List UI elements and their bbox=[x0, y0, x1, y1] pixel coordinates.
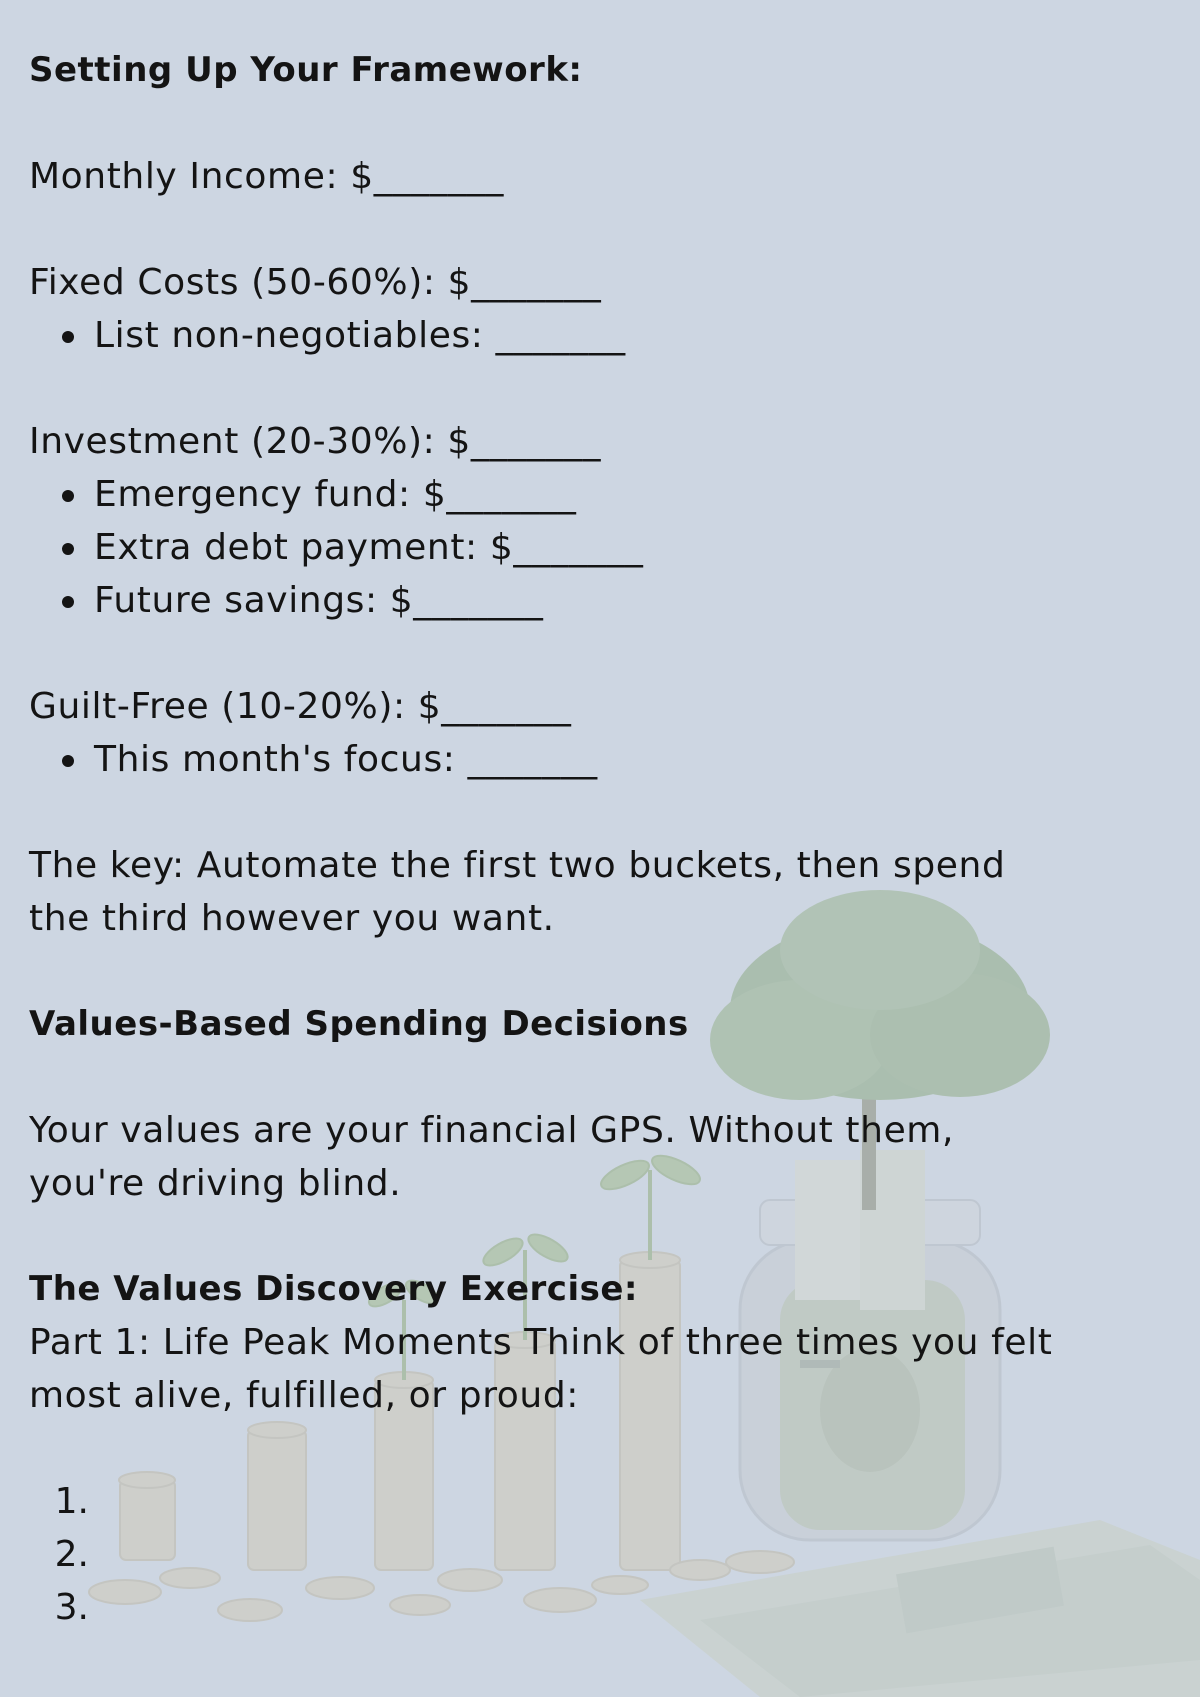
investment-line: Investment (20-30%): $_______ bbox=[29, 421, 602, 462]
list-number: 1. bbox=[54, 1481, 89, 1522]
exercise-heading: The Values Discovery Exercise: bbox=[29, 1269, 638, 1309]
exercise-text-line-2: most alive, fulfilled, or proud: bbox=[29, 1375, 580, 1416]
list-item: List non-negotiables: _______ bbox=[29, 309, 1179, 362]
fixed-costs-list bbox=[29, 309, 1179, 362]
list-item bbox=[29, 1528, 1179, 1581]
list-item: Future savings: $_______ bbox=[29, 574, 1179, 627]
list-item: Emergency fund: $_______ bbox=[29, 468, 1179, 521]
framework-heading: Setting Up Your Framework: bbox=[29, 50, 583, 90]
peak-moments-list bbox=[29, 1475, 1179, 1634]
list-item: Extra debt payment: $_______ bbox=[29, 521, 1179, 574]
list-item bbox=[29, 1581, 1179, 1634]
exercise-text-line-1: Part 1: Life Peak Moments Think of three times you felt bbox=[29, 1322, 1053, 1363]
investment-list bbox=[29, 468, 1179, 627]
monthly-income-line: Monthly Income: $_______ bbox=[29, 156, 504, 197]
list-item bbox=[29, 1475, 1179, 1528]
key-text-line-1: The key: Automate the first two buckets, then spend bbox=[29, 845, 1006, 886]
values-text-line-1: Your values are your financial GPS. Without them, bbox=[29, 1110, 955, 1151]
guilt-free-line: Guilt-Free (10-20%): $_______ bbox=[29, 686, 572, 727]
key-text-line-2: the third however you want. bbox=[29, 898, 555, 939]
values-heading: Values-Based Spending Decisions bbox=[29, 1004, 689, 1044]
list-number: 2. bbox=[54, 1534, 89, 1575]
guilt-free-list bbox=[29, 733, 1179, 786]
list-item: This month's focus: _______ bbox=[29, 733, 1179, 786]
list-number: 3. bbox=[54, 1587, 89, 1628]
document-content bbox=[29, 44, 1179, 1634]
fixed-costs-line: Fixed Costs (50-60%): $_______ bbox=[29, 262, 602, 303]
values-text-line-2: you're driving blind. bbox=[29, 1163, 402, 1204]
